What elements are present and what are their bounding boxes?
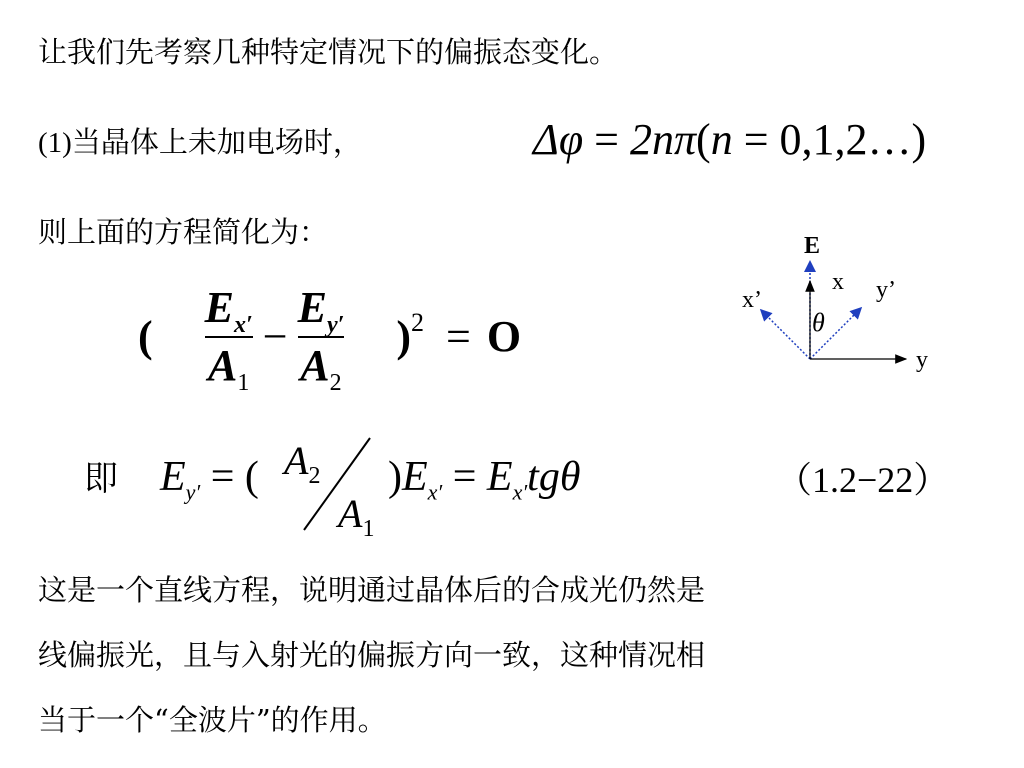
- phase-eq: =: [594, 115, 619, 164]
- result-lhs: E: [160, 454, 186, 500]
- result-paren-open: (: [244, 454, 259, 500]
- result-paren-close: ): [388, 454, 402, 500]
- fraction-bar-1: [205, 336, 253, 338]
- para-line-3: 当于一个“全波片”的作用。: [38, 703, 387, 737]
- num1-sub: x′: [234, 311, 253, 338]
- phase-values: 0,1,2…: [779, 115, 912, 164]
- y-label: y: [916, 347, 928, 373]
- case1-prefix: (1): [38, 127, 72, 159]
- result-den-sub: 1: [362, 516, 375, 542]
- result-den-a: A: [338, 491, 363, 536]
- phase-eq2: =: [743, 115, 769, 164]
- x-prime-axis: [762, 311, 810, 359]
- result-rhs-sub: x′: [512, 479, 528, 505]
- result-mid: E: [402, 454, 428, 500]
- simplify-line: 则上面的方程简化为：: [38, 215, 329, 249]
- fraction-ey-a2: [297, 283, 345, 396]
- main-minus: −: [262, 312, 288, 361]
- result-mid-sub: x′: [427, 479, 443, 505]
- phase-paren-open: (: [696, 115, 711, 164]
- den2: A: [300, 341, 330, 390]
- result-den: [338, 491, 375, 542]
- fraction-bar-2: [298, 336, 345, 338]
- phase-equation: [533, 115, 927, 164]
- ji-label: 即: [84, 459, 118, 499]
- result-num-sub: 2: [308, 463, 321, 489]
- theta-label: θ: [812, 308, 825, 337]
- y-prime-label: y’: [876, 277, 896, 303]
- den1: A: [208, 341, 238, 390]
- result-equation-tail: [388, 454, 581, 505]
- den1-sub: 1: [237, 369, 250, 396]
- x-label: x: [832, 269, 844, 295]
- den2-sub: 2: [329, 369, 342, 396]
- result-rhs: E: [486, 454, 513, 500]
- case1-line: [38, 125, 362, 159]
- phase-lhs: Δφ: [533, 115, 584, 164]
- intro-line: 让我们先考察几种特定情况下的偏振态变化。: [38, 35, 619, 69]
- result-lhs-sub: y′: [185, 479, 201, 505]
- main-paren-open: (: [138, 312, 153, 361]
- num1: E: [204, 283, 235, 332]
- result-equation: [160, 454, 259, 505]
- para-line-1: 这是一个直线方程，说明通过晶体后的合成光仍然是: [38, 573, 706, 607]
- axis-diagram: [720, 225, 950, 375]
- equation-number: （1.2−22）: [776, 460, 950, 500]
- para-line-2: 线偏振光，且与入射光的偏振方向一致，这种情况相: [38, 638, 706, 672]
- result-rhs-tail: tgθ: [527, 454, 581, 500]
- result-num-a: A: [284, 438, 309, 483]
- num2: E: [297, 283, 327, 332]
- main-paren-close: ): [396, 312, 412, 361]
- result-eq2: =: [452, 454, 477, 500]
- result-eq: =: [210, 454, 235, 500]
- phase-rhs: 2nπ: [630, 115, 697, 164]
- phase-paren-close: ): [911, 115, 927, 164]
- phase-n: n: [710, 115, 733, 164]
- main-eq: =: [446, 312, 471, 361]
- case1-text: 当晶体上未加电场时，: [71, 125, 362, 159]
- ellipse-equation: ( $\frac{E_{x'}}{A_1}$ − $\frac{E_{y'}}{A_2}$ ) $^2$ = O: [138, 283, 522, 396]
- x-prime-label: x’: [742, 287, 762, 313]
- num2-sub: y′: [326, 311, 345, 338]
- main-rhs: O: [486, 312, 522, 361]
- fraction-ex-a1: [204, 283, 253, 396]
- e-label: E: [804, 233, 821, 259]
